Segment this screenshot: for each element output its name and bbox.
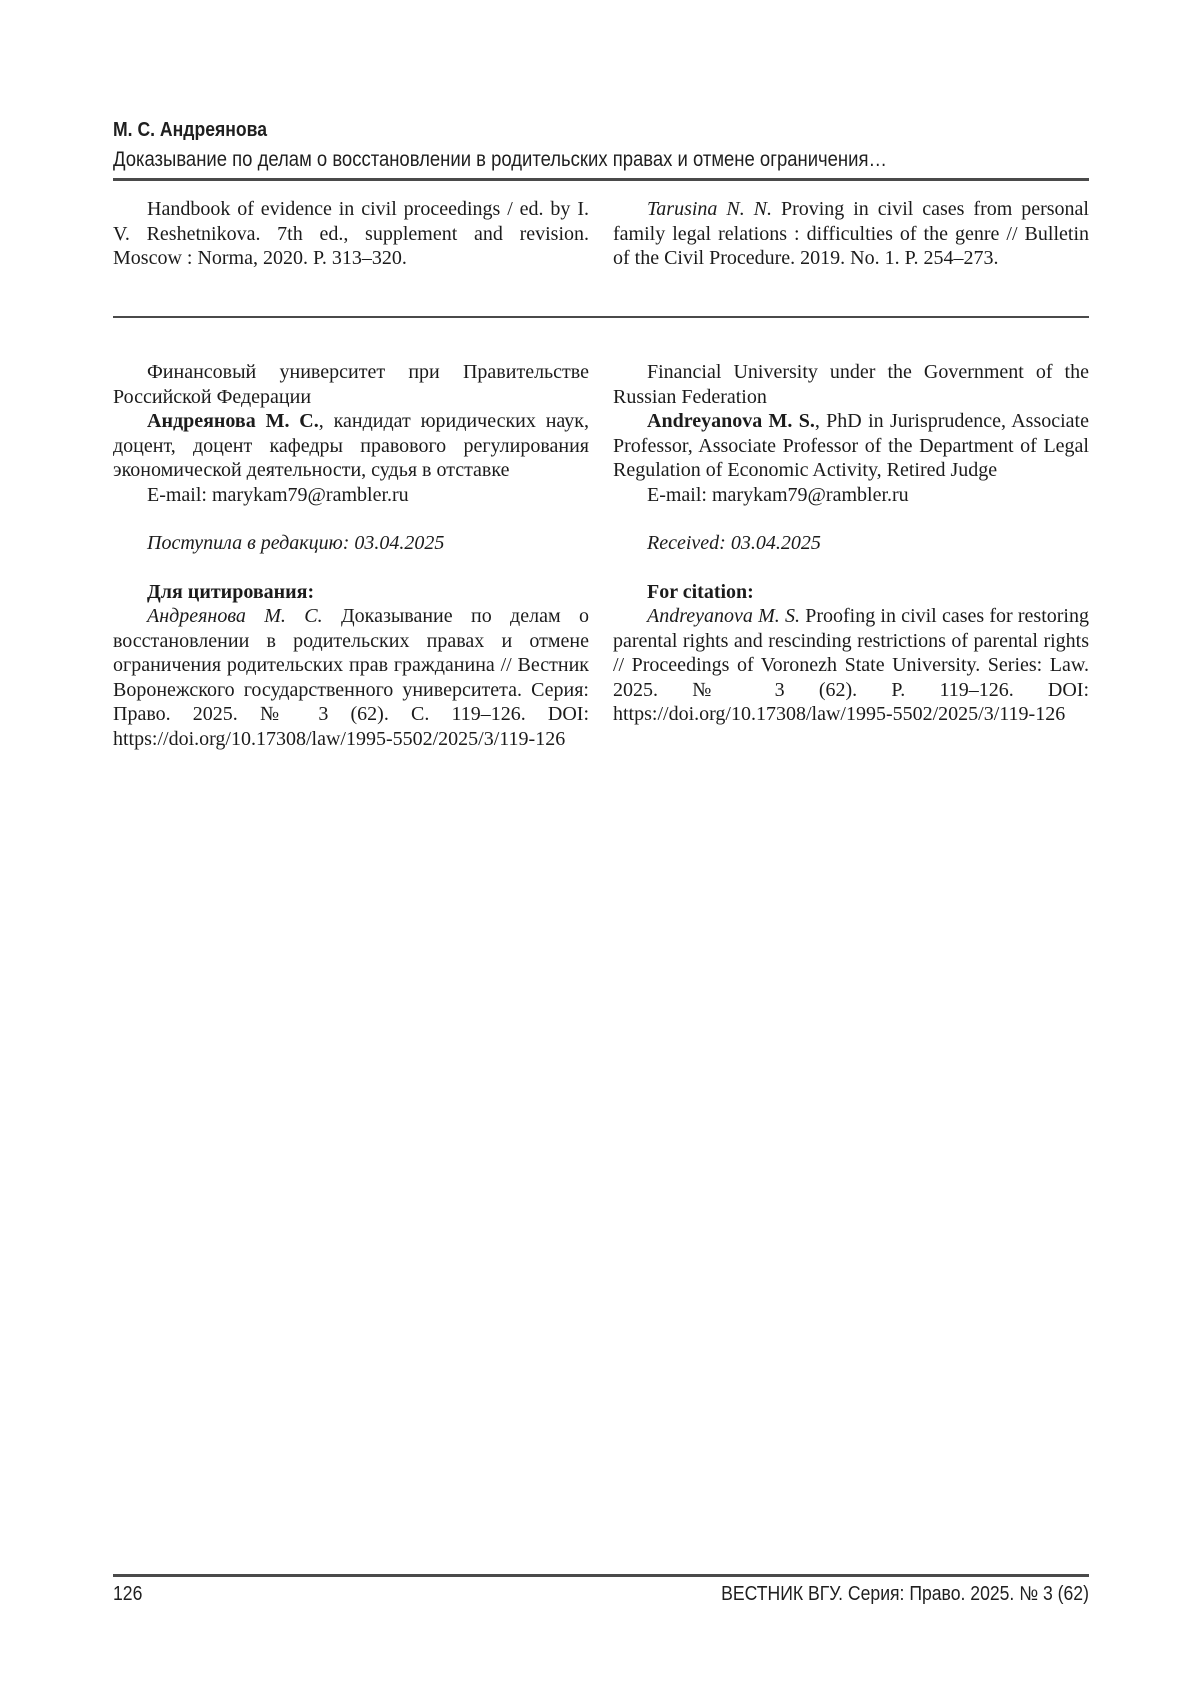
- author-credentials-ru: [113, 409, 589, 483]
- running-header-title-line: [113, 144, 1089, 176]
- author-info-row: [113, 360, 1089, 751]
- citation-label-en: For citation:: [647, 580, 754, 603]
- citation-text-en: Proofing in civil cases for restoring parental rights and rescinding restrictions of parental rights // Proceedings of Voronezh State University. Series: Law. 2025. № 3 (62). P. 119–126. DOI: https://doi.org/10.17308/law/1995-5502/2025/3/119-126: [613, 605, 1089, 725]
- reference-entry-left: Handbook of evidence in civil proceedings / ed. by I. V. Reshetnikova. 7th ed., supplement and revision. Moscow : Norma, 2020. P. 313–320.: [113, 198, 589, 269]
- reference-entry-right-text: Proving in civil cases from personal family legal relations : difficulties of the genre // Bulletin of the Civil Procedure. 2019. No. 1. P. 254–273.: [613, 198, 1089, 269]
- references-row: [113, 197, 1089, 271]
- running-header: [113, 117, 1089, 176]
- author-degrees-en: , PhD in Jurisprudence, Associate Professor, Associate Professor of the Department of Legal Regulation of Economic Activity, Retired Judge: [613, 410, 1089, 481]
- author-name-ru: Андреянова М. С.: [147, 410, 319, 432]
- author-info-ru: [113, 360, 589, 751]
- author-info-en: [613, 360, 1089, 751]
- received-date-ru: Поступила в редакцию: 03.04.2025: [147, 532, 445, 554]
- citation-label-ru: Для цитирования:: [147, 580, 315, 603]
- section-divider: [113, 316, 1089, 318]
- page-footer: [113, 1581, 1089, 1607]
- author-name-en: Andreyanova M. S.: [647, 410, 815, 432]
- footer-divider: [113, 1574, 1089, 1577]
- running-header-author-line: [113, 117, 1089, 144]
- running-header-author: М. С. Андреянова: [113, 119, 268, 141]
- running-header-title: Доказывание по делам о восстановлении в родительских правах и отмене ограничения…: [113, 148, 887, 171]
- author-degrees-ru: , кандидат юридических наук, доцент, доцент кафедры правового регулирования экономической деятельности, судья в отставке: [113, 410, 589, 481]
- header-divider: [113, 178, 1089, 181]
- reference-entry-right: [613, 197, 1089, 271]
- citation-author-en: Andreyanova M. S.: [647, 605, 800, 627]
- journal-footer-title: ВЕСТНИК ВГУ. Серия: Право. 2025. № 3 (62): [721, 1583, 1089, 1605]
- citation-entry-en: [613, 604, 1089, 727]
- page-number: 126: [113, 1583, 143, 1605]
- citation-author-ru: Андреянова М. С.: [147, 605, 323, 627]
- author-credentials-en: [613, 409, 1089, 483]
- reference-author-italic: Tarusina N. N.: [647, 198, 772, 220]
- author-email-ru: E-mail: marykam79@rambler.ru: [147, 483, 409, 506]
- affiliation-ru: Финансовый университет при Правительстве Российской Федерации: [113, 361, 589, 408]
- citation-entry-ru: [113, 604, 589, 751]
- citation-text-ru: Доказывание по делам о восстановлении в родительских правах и отмене ограничения родительских прав гражданина // Вестник Воронежского государственного университета. Серия: Право. 2025. № 3 (62). С. 119–126. DOI: https://doi.org/10.17308/law/1995-5502/2025/3/119-126: [113, 605, 589, 750]
- author-email-en: E-mail: marykam79@rambler.ru: [647, 483, 909, 506]
- received-date-en: Received: 03.04.2025: [647, 532, 821, 554]
- affiliation-en: Financial University under the Government of the Russian Federation: [613, 361, 1089, 408]
